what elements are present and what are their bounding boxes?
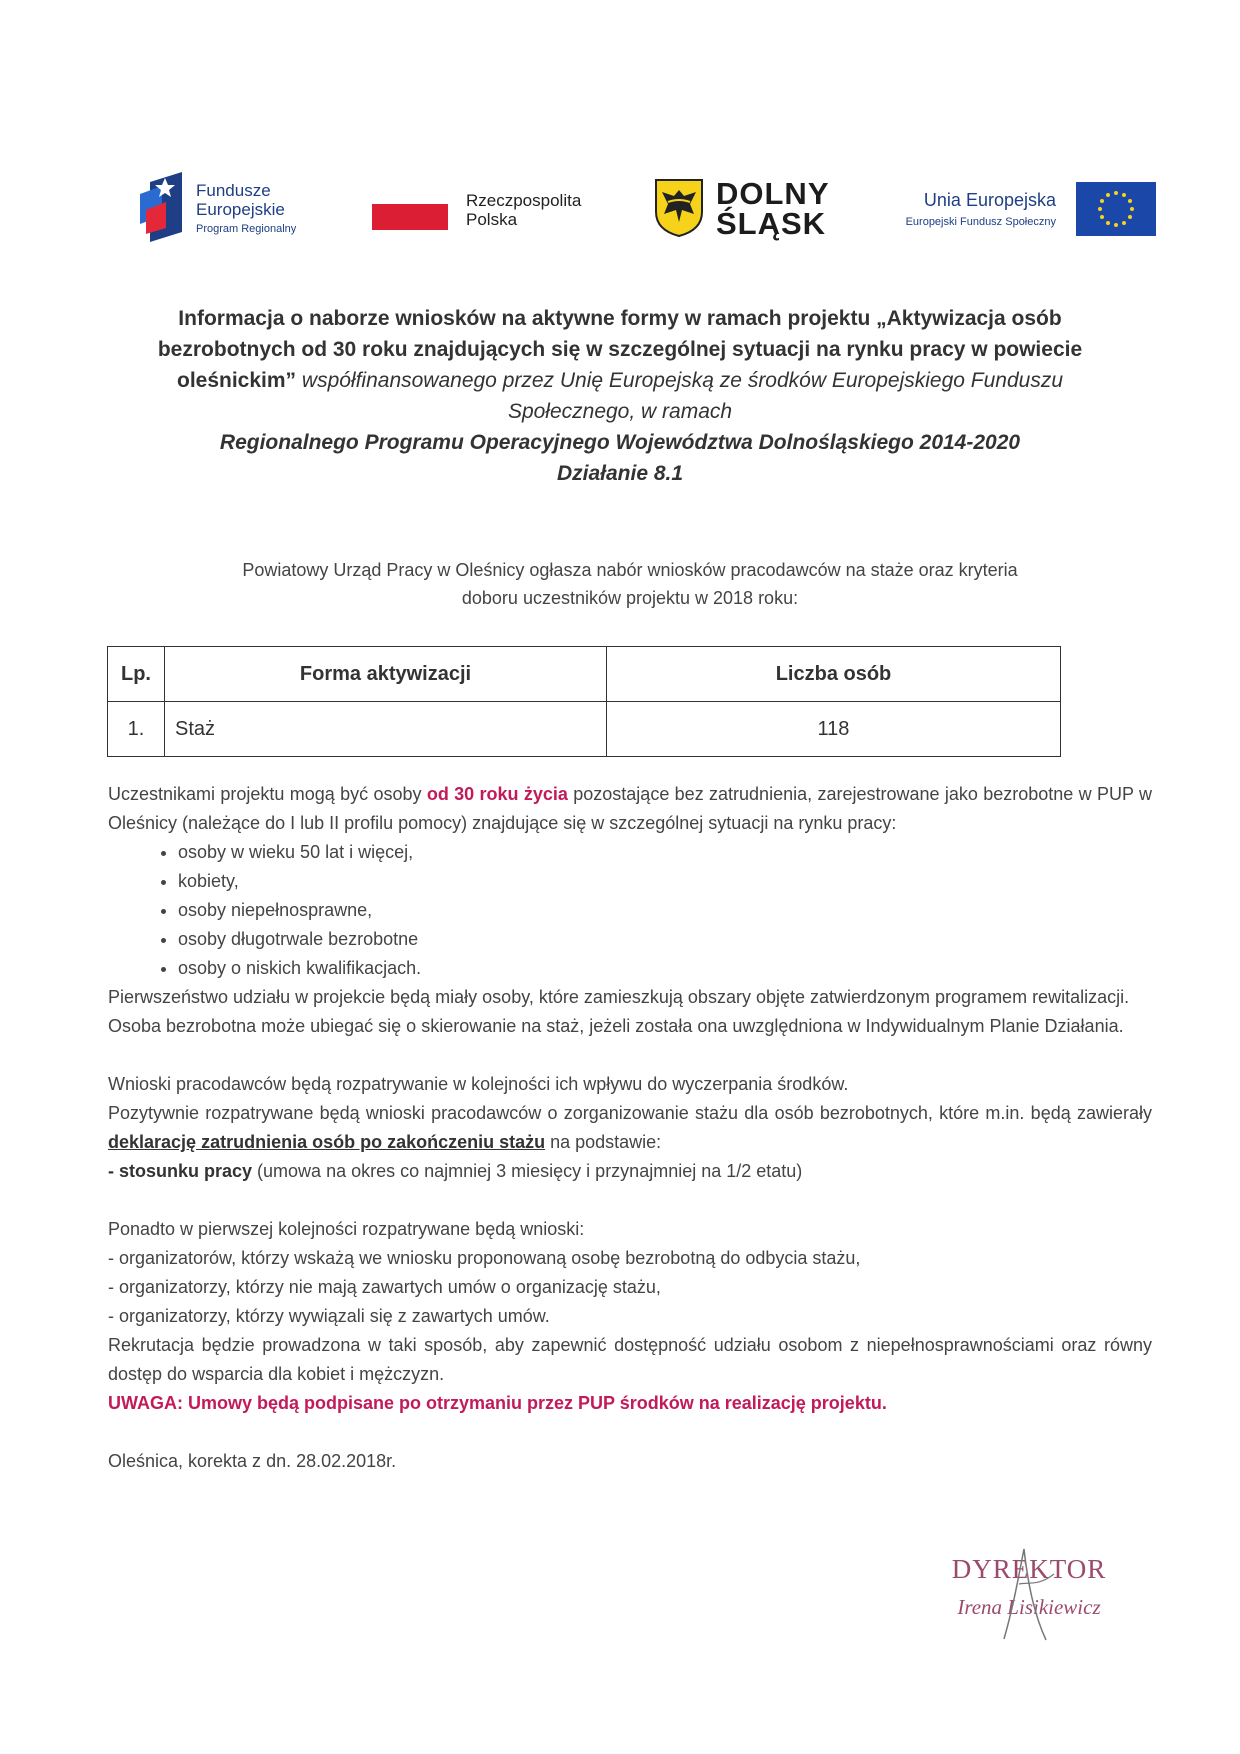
- table-row: [108, 702, 1061, 757]
- intro-paragraph: Powiatowy Urząd Pracy w Oleśnicy ogłasza nabór wniosków pracodawców na staże oraz kryteria doboru uczestników projektu w 2018 roku:: [242, 560, 1018, 608]
- document-heading: [120, 303, 1120, 489]
- rp-line1: Rzeczpospolita: [466, 191, 582, 210]
- heading-dzialanie: Działanie 8.1: [556, 462, 684, 485]
- list-item: • osoby niepełnosprawne,: [178, 896, 1152, 925]
- ue-line1: Unia Europejska: [923, 190, 1056, 210]
- list-item: • osoby długotrwale bezrobotne: [178, 925, 1152, 954]
- logo-bar: [140, 170, 1156, 250]
- heading-cofinancing: współfinansowanego przez Unię Europejską ze środków Europejskiego Funduszu Społecznego, w ramach: [296, 369, 1063, 423]
- document-body: [108, 780, 1152, 1476]
- employment-basis-paragraph: - stosunku pracy (umowa na okres co najmniej 3 miesięcy i przynajmniej na 1/2 etatu): [108, 1161, 803, 1181]
- ds-line2: ŚLĄSK: [716, 206, 827, 241]
- heading-title: Informacja o naborze wniosków na aktywne formy w ramach projektu „Aktywizacja osób bezrobotnych od 30 roku znajdujących się w szczególnej sytuacji na rynku pracy w powiecie oleśnickim”: [157, 307, 1083, 392]
- fe-line1: Fundusze: [196, 181, 271, 200]
- priority-item: - organizatorów, którzy wskażą we wniosku proponowaną osobę bezrobotną do odbycia stażu,: [108, 1248, 861, 1268]
- eagle-shield-icon: [654, 178, 704, 238]
- polish-flag-icon: [372, 178, 448, 230]
- header-lp: Lp.: [108, 647, 165, 702]
- fe-emblem-icon: [140, 172, 190, 242]
- applications-order-paragraph: Wnioski pracodawców będą rozpatrywanie w kolejności ich wpływu do wyczerpania środków.: [108, 1074, 849, 1094]
- declaration-highlight: deklarację zatrudnienia osób po zakończeniu stażu: [108, 1132, 546, 1152]
- age-highlight: od 30 roku życia: [426, 784, 568, 804]
- ipd-paragraph: Osoba bezrobotna może ubiegać się o skierowanie na staż, jeżeli została ona uwzględniona w Indywidualnym Planie Działania.: [108, 1016, 1124, 1036]
- unia-europejska-logo: [880, 170, 1156, 250]
- priority-paragraph: Pierwszeństwo udziału w projekcie będą miały osoby, które zamieszkują obszary objęte zatwierdzonym programem rewitalizacji.: [108, 987, 1130, 1007]
- priority-item: - organizatorzy, którzy nie mają zawartych umów o organizację stażu,: [108, 1277, 661, 1297]
- cell-lp: 1.: [108, 702, 165, 757]
- activation-table: [107, 646, 1061, 757]
- stamp-name: Irena Lisikiewicz: [957, 1595, 1101, 1619]
- cell-forma: Staż: [165, 702, 607, 757]
- heading-program: Regionalnego Programu Operacyjnego Województwa Dolnośląskiego 2014-2020: [219, 431, 1021, 454]
- header-forma: Forma aktywizacji: [165, 647, 607, 702]
- ue-line2: Europejski Fundusz Społeczny: [905, 216, 1056, 228]
- additional-priority-paragraph: Ponadto w pierwszej kolejności rozpatrywane będą wnioski:: [108, 1219, 585, 1239]
- header-liczba: Liczba osób: [607, 647, 1061, 702]
- accessibility-paragraph: Rekrutacja będzie prowadzona w taki sposób, aby zapewnić dostępność udziału osobom z niepełnosprawnościami oraz równy dostęp do wsparcia dla kobiet i mężczyzn.: [108, 1335, 1152, 1384]
- stamp-title: DYREKTOR: [951, 1554, 1107, 1584]
- signature-icon: [984, 1544, 1074, 1644]
- rzeczpospolita-logo: [372, 170, 612, 250]
- list-item: • osoby w wieku 50 lat i więcej,: [178, 838, 1152, 867]
- ds-line1: DOLNY: [716, 176, 830, 211]
- participants-paragraph: Uczestnikami projektu mogą być osoby od 30 roku życia pozostające bez zatrudnienia, zarejestrowane jako bezrobotne w PUP w Oleśnicy (należące do I lub II profilu pomocy) znajdujące się w szczególnej sytuacji na rynku pracy:: [108, 784, 1152, 833]
- fundusze-europejskie-logo: [140, 170, 320, 250]
- fe-line3: Program Regionalny: [196, 223, 297, 235]
- cell-liczba: 118: [607, 702, 1061, 757]
- rp-line2: Polska: [466, 210, 518, 229]
- criteria-list: [108, 838, 1152, 983]
- table-header-row: [108, 647, 1061, 702]
- place-date: Oleśnica, korekta z dn. 28.02.2018r.: [108, 1451, 397, 1471]
- director-stamp: [944, 1554, 1114, 1620]
- eu-flag-icon: [1076, 182, 1156, 236]
- priority-item: - organizatorzy, którzy wywiązali się z zawartych umów.: [108, 1306, 550, 1326]
- declaration-paragraph: Pozytywnie rozpatrywane będą wnioski pracodawców o zorganizowanie stażu dla osób bezrobotnych, które m.in. będą zawierały deklarację zatrudnienia osób po zakończeniu stażu na podstawie:: [108, 1103, 1152, 1152]
- dolny-slask-logo: [654, 170, 834, 250]
- uwaga-notice: UWAGA: Umowy będą podpisane po otrzymaniu przez PUP środków na realizację projektu.: [108, 1393, 887, 1413]
- fe-line2: Europejskie: [196, 200, 285, 219]
- list-item: • kobiety,: [178, 867, 1152, 896]
- list-item: • osoby o niskich kwalifikacjach.: [178, 954, 1152, 983]
